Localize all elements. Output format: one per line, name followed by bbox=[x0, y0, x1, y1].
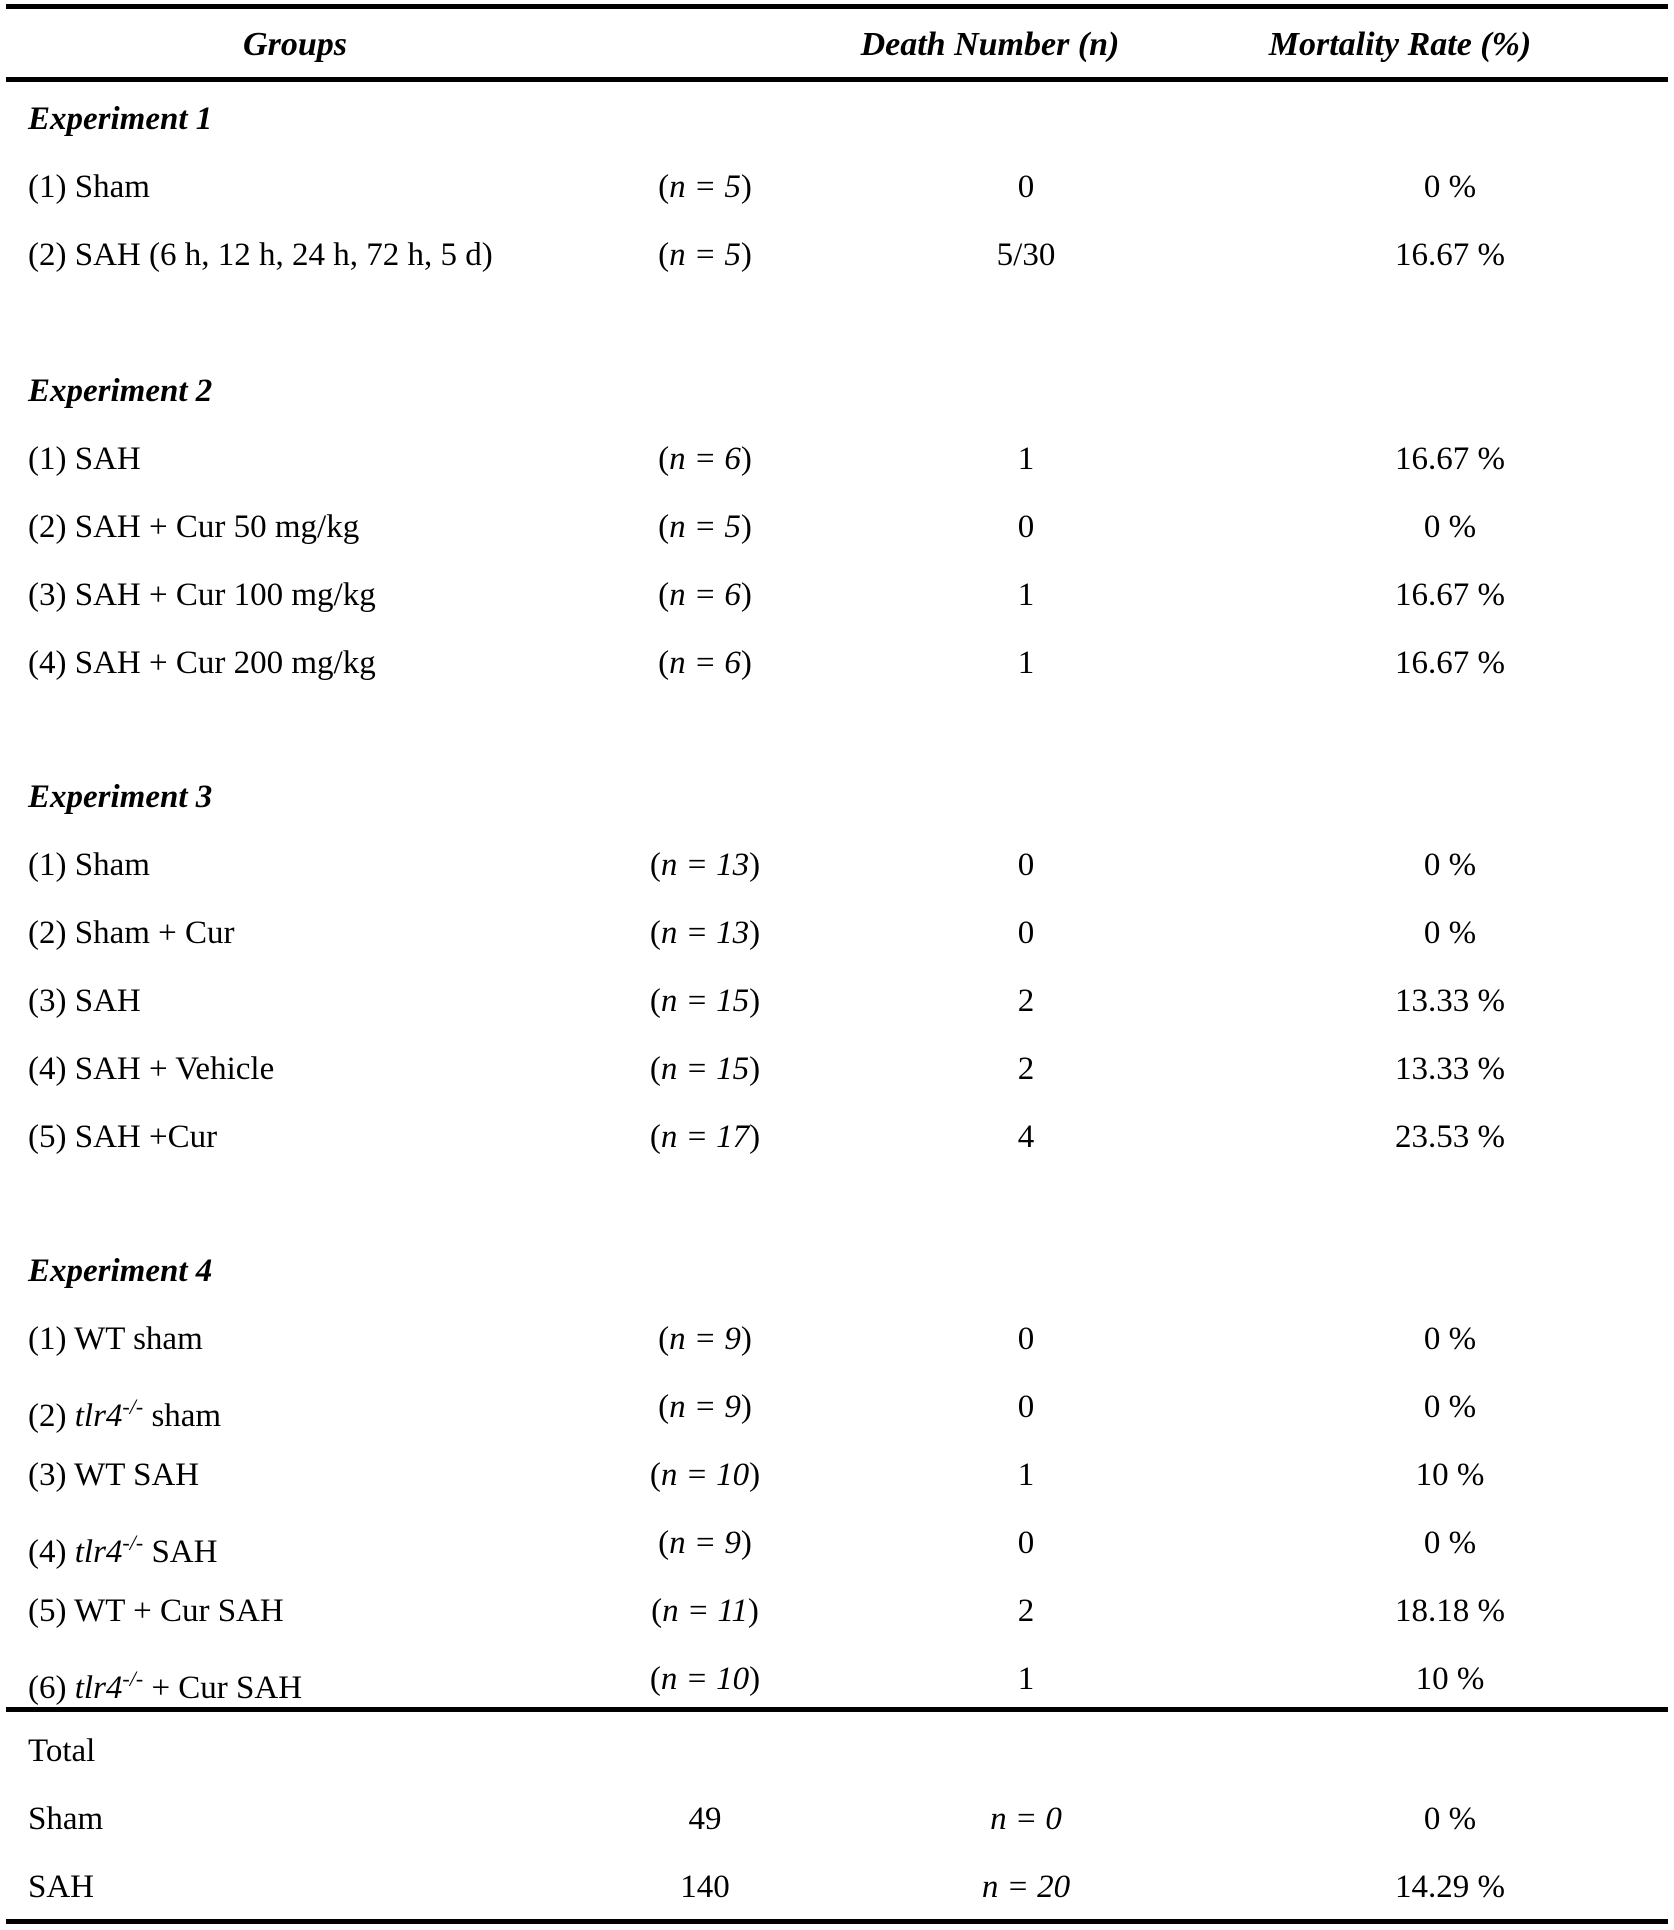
group-cell: (4) SAH + Vehicle bbox=[28, 1051, 275, 1087]
table-row bbox=[0, 432, 1674, 486]
rate-cell: 0 % bbox=[1423, 1389, 1477, 1425]
rate-cell: 10 % bbox=[1415, 1457, 1485, 1493]
section-title-row bbox=[0, 1244, 1674, 1298]
death-cell: 1 bbox=[1017, 1661, 1035, 1697]
death-cell: 4 bbox=[1017, 1119, 1035, 1155]
header-mortality-rate: Mortality Rate (%) bbox=[1268, 26, 1532, 63]
death-cell: 0 bbox=[1017, 915, 1035, 951]
rate-cell: 0 % bbox=[1423, 169, 1477, 205]
total-row bbox=[0, 1792, 1674, 1846]
death-cell: 1 bbox=[1017, 1457, 1035, 1493]
death-cell: 1 bbox=[1017, 577, 1035, 613]
total-n-cell: 140 bbox=[680, 1869, 730, 1905]
n-cell: (n = 5) bbox=[658, 237, 752, 273]
total-divider-rule bbox=[6, 1707, 1668, 1712]
n-cell: (n = 9) bbox=[658, 1389, 752, 1425]
n-cell: (n = 6) bbox=[658, 577, 752, 613]
group-cell: (3) SAH + Cur 100 mg/kg bbox=[28, 577, 376, 613]
death-cell: 1 bbox=[1017, 645, 1035, 681]
rate-cell: 0 % bbox=[1423, 1321, 1477, 1357]
n-cell: (n = 10) bbox=[649, 1661, 761, 1697]
header-groups: Groups bbox=[243, 26, 347, 63]
n-cell: (n = 13) bbox=[649, 915, 761, 951]
table-row bbox=[0, 1042, 1674, 1096]
group-cell: (3) WT SAH bbox=[28, 1457, 200, 1493]
group-cell: (1) SAH bbox=[28, 441, 141, 477]
death-cell: 0 bbox=[1017, 1525, 1035, 1561]
group-cell: (4) SAH + Cur 200 mg/kg bbox=[28, 645, 376, 681]
total-n-cell: 49 bbox=[688, 1801, 722, 1837]
table-row bbox=[0, 838, 1674, 892]
table-row bbox=[0, 974, 1674, 1028]
group-cell: (1) Sham bbox=[28, 169, 150, 205]
n-cell: (n = 6) bbox=[658, 441, 752, 477]
top-rule bbox=[6, 4, 1668, 9]
group-cell: (2) Sham + Cur bbox=[28, 915, 235, 951]
experiment-2-title: Experiment 2 bbox=[28, 373, 213, 409]
header-rule bbox=[6, 77, 1668, 82]
rate-cell: 16.67 % bbox=[1395, 645, 1505, 681]
death-cell: 0 bbox=[1017, 169, 1035, 205]
rate-cell: 0 % bbox=[1423, 915, 1477, 951]
table-row bbox=[0, 1516, 1674, 1570]
header-death-number: Death Number (n) bbox=[860, 26, 1120, 63]
experiment-1-title: Experiment 1 bbox=[28, 101, 213, 137]
death-cell: 2 bbox=[1017, 1051, 1035, 1087]
n-cell: (n = 6) bbox=[658, 645, 752, 681]
group-cell: (1) Sham bbox=[28, 847, 150, 883]
death-cell: 0 bbox=[1017, 1389, 1035, 1425]
table-row bbox=[0, 1380, 1674, 1434]
total-row bbox=[0, 1860, 1674, 1914]
table-row bbox=[0, 228, 1674, 282]
death-cell: 0 bbox=[1017, 1321, 1035, 1357]
section-title-row bbox=[0, 364, 1674, 418]
table-row bbox=[0, 568, 1674, 622]
bottom-rule bbox=[6, 1919, 1668, 1924]
group-cell: (5) WT + Cur SAH bbox=[28, 1593, 284, 1629]
group-cell: (2) SAH + Cur 50 mg/kg bbox=[28, 509, 360, 545]
total-death-cell: n = 20 bbox=[981, 1869, 1071, 1905]
rate-cell: 0 % bbox=[1423, 509, 1477, 545]
section-title-row bbox=[0, 92, 1674, 146]
total-rate-cell: 0 % bbox=[1423, 1801, 1477, 1837]
table-row bbox=[0, 160, 1674, 214]
death-cell: 5/30 bbox=[996, 237, 1056, 273]
total-rate-cell: 14.29 % bbox=[1395, 1869, 1505, 1905]
n-cell: (n = 10) bbox=[649, 1457, 761, 1493]
rate-cell: 0 % bbox=[1423, 1525, 1477, 1561]
rate-cell: 13.33 % bbox=[1395, 1051, 1505, 1087]
total-death-cell: n = 0 bbox=[990, 1801, 1062, 1837]
table-row bbox=[0, 1110, 1674, 1164]
table-row bbox=[0, 1448, 1674, 1502]
total-label-row bbox=[0, 1724, 1674, 1778]
rate-cell: 0 % bbox=[1423, 847, 1477, 883]
n-cell: (n = 15) bbox=[649, 983, 761, 1019]
rate-cell: 16.67 % bbox=[1395, 441, 1505, 477]
table-row bbox=[0, 500, 1674, 554]
death-cell: 0 bbox=[1017, 847, 1035, 883]
experiment-3-title: Experiment 3 bbox=[28, 779, 213, 815]
group-cell: (4) tlr4-/- SAH bbox=[28, 1530, 218, 1570]
n-cell: (n = 11) bbox=[651, 1593, 759, 1629]
table-row bbox=[0, 906, 1674, 960]
death-cell: 2 bbox=[1017, 983, 1035, 1019]
total-group-cell: SAH bbox=[28, 1869, 95, 1905]
rate-cell: 23.53 % bbox=[1395, 1119, 1505, 1155]
rate-cell: 16.67 % bbox=[1395, 577, 1505, 613]
n-cell: (n = 5) bbox=[658, 509, 752, 545]
table-row bbox=[0, 1652, 1674, 1706]
n-cell: (n = 5) bbox=[658, 169, 752, 205]
rate-cell: 13.33 % bbox=[1395, 983, 1505, 1019]
death-cell: 1 bbox=[1017, 441, 1035, 477]
n-cell: (n = 17) bbox=[649, 1119, 761, 1155]
death-cell: 0 bbox=[1017, 509, 1035, 545]
group-cell: (2) SAH (6 h, 12 h, 24 h, 72 h, 5 d) bbox=[28, 237, 493, 273]
death-cell: 2 bbox=[1017, 1593, 1035, 1629]
section-title-row bbox=[0, 770, 1674, 824]
rate-cell: 16.67 % bbox=[1395, 237, 1505, 273]
n-cell: (n = 15) bbox=[649, 1051, 761, 1087]
group-cell: (3) SAH bbox=[28, 983, 141, 1019]
total-label: Total bbox=[28, 1733, 96, 1769]
rate-cell: 10 % bbox=[1415, 1661, 1485, 1697]
n-cell: (n = 13) bbox=[649, 847, 761, 883]
group-cell: (6) tlr4-/- + Cur SAH bbox=[28, 1666, 303, 1706]
n-cell: (n = 9) bbox=[658, 1321, 752, 1357]
group-cell: (5) SAH +Cur bbox=[28, 1119, 218, 1155]
experiment-4-title: Experiment 4 bbox=[28, 1253, 213, 1289]
group-cell: (1) WT sham bbox=[28, 1321, 203, 1357]
n-cell: (n = 9) bbox=[658, 1525, 752, 1561]
table-row bbox=[0, 1584, 1674, 1638]
total-group-cell: Sham bbox=[28, 1801, 104, 1837]
table-row bbox=[0, 636, 1674, 690]
rate-cell: 18.18 % bbox=[1395, 1593, 1505, 1629]
group-cell: (2) tlr4-/- sham bbox=[28, 1394, 222, 1434]
table-row bbox=[0, 1312, 1674, 1366]
